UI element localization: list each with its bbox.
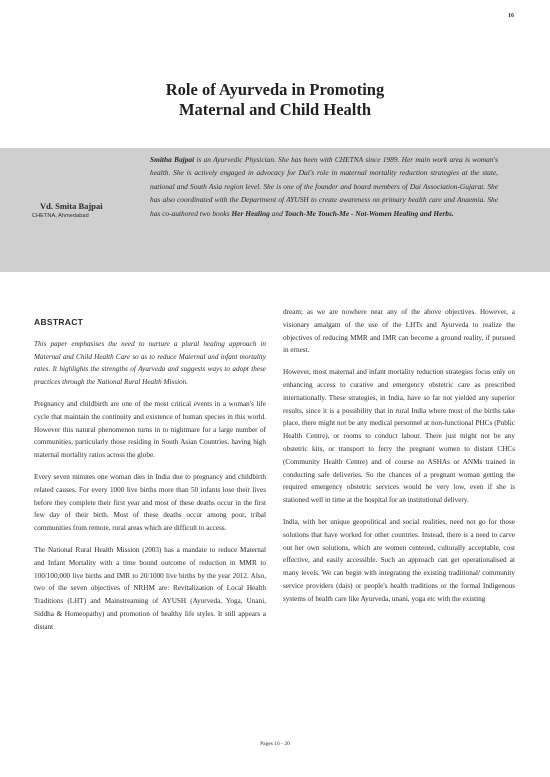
body-paragraph: However, most maternal and infant mortality reduction strategies focus only on enhancing access to curative and emergency obstetric care as prescribed internationally. These strategies, in India, have so far not yielded any superior results, since it is a possibility that in rural India where most of the births take place, there might not be any medical personnel at non-functional PHCs (Public Health Centre), or rooms to conduct labour. There just might not be any obstetric kits, or transport to ferry the pregnant women to distant CHCs (Community Health Centre) and of course no ASHAs or ANMs trained in conducting safe deliveries. So the chances of a pregnant woman getting the required emergency obstetric services would be very low, even if she is stationed well in time at the hospital for an institutional delivery. xyxy=(283,368,515,505)
title-line-2: Maternal and Child Health xyxy=(178,100,372,119)
left-column xyxy=(34,306,266,643)
article-title xyxy=(0,80,550,120)
right-column xyxy=(283,306,515,615)
abstract-heading: ABSTRACT xyxy=(34,317,84,327)
author-affiliation: CHETNA, Ahmedabad xyxy=(32,213,89,219)
title-line-1: Role of Ayurveda in Promoting xyxy=(165,80,385,99)
body-paragraph: Pregnancy and childbirth are one of the most critical events in a woman's life cycle that maintain the continuity and existence of human species in this world. However this natural phenomenon turns in to nightmare for a large number of communities, particularly those residing in South Asian Countries, having high maternal mortality ratios across the globe. xyxy=(34,399,266,460)
body-paragraph: Every seven minutes one woman dies in India due to pregnancy and childbirth related causes. For every 1000 live births more than 50 infants lose their lives before they complete their first year and most of these deaths occur in the first few day of their birth. Most of these deaths occur among poor, tribal communities from remote, rural areas which are difficult to access. xyxy=(34,472,266,533)
page-number: 16 xyxy=(508,13,514,19)
bio-author-name: Smitha Bajpai xyxy=(150,155,195,164)
abstract-text: This paper emphasises the need to nurture a plural healing approach in Maternal and Child Health Care so as to reduce Maternal and infant mortality rates. It highlights the strengths of Ayurveda and suggests ways to adopt these practices through the National Rural Health Mission. xyxy=(34,339,266,387)
body-paragraph: India, with her unique geopolitical and social realities, need not go for those solutions that have worked for other countries. Instead, there is a need to carve out her own solutions, which are women centered, culturally acceptable, cost effective, and easily accessible. Such an approach can get operationalised at many levels. We can begin with integrating the existing traditional/ community service providers (dais) or people's health traditions or the formal Indigenous systems of health care like Ayurveda, unani, yoga etc with the existing xyxy=(283,517,515,603)
bio-text: is an Ayurvedic Physician. She has been with CHETNA since 1989. Her main work area is woman's health. She is actively engaged in advocacy for Dai's role in maternal mortality reduction strategies at the state, national and South Asia region level. She is one of the founder and board members of Dai Association-Gujarat. She has also coordinated with the Department of AYUSH to create awareness on primary health care and Anaemia. She has co-authored two books xyxy=(150,155,498,218)
bio-and: and xyxy=(269,208,285,218)
author-name: Vd. Smita Bajpai xyxy=(40,201,103,211)
page-footer: Pages 16 - 20 xyxy=(260,741,290,747)
author-bio xyxy=(150,153,498,220)
bio-book-1: Her Healing xyxy=(231,208,270,218)
bio-book-2: Touch-Me Touch-Me - Not-Women Healing and Herbs. xyxy=(284,208,454,218)
body-paragraph: The National Rural Health Mission (2003) has a mandate to reduce Maternal and Infant Mortality with a time bound outcome of reduction in MMR to 100/100,000 live births and IMR to 20/1000 live births by the year 2012. Also, two of the seven objectives of NRHM are: Revitalization of Local Health Traditions (LHT) and Mainstreaming of AYUSH (Ayurveda, Yoga, Unani, Siddha & Homeopathy) and promotion of healthy life styles. It still appears a distant xyxy=(34,545,266,631)
body-paragraph: dream; as we are nowhere near any of the above objectives. However, a visionary amalgam of the use of the LHTs and Ayurveda to realize the objectives of reducing MMR and IMR can become a ground reality, if pursued in ernest. xyxy=(283,308,515,355)
